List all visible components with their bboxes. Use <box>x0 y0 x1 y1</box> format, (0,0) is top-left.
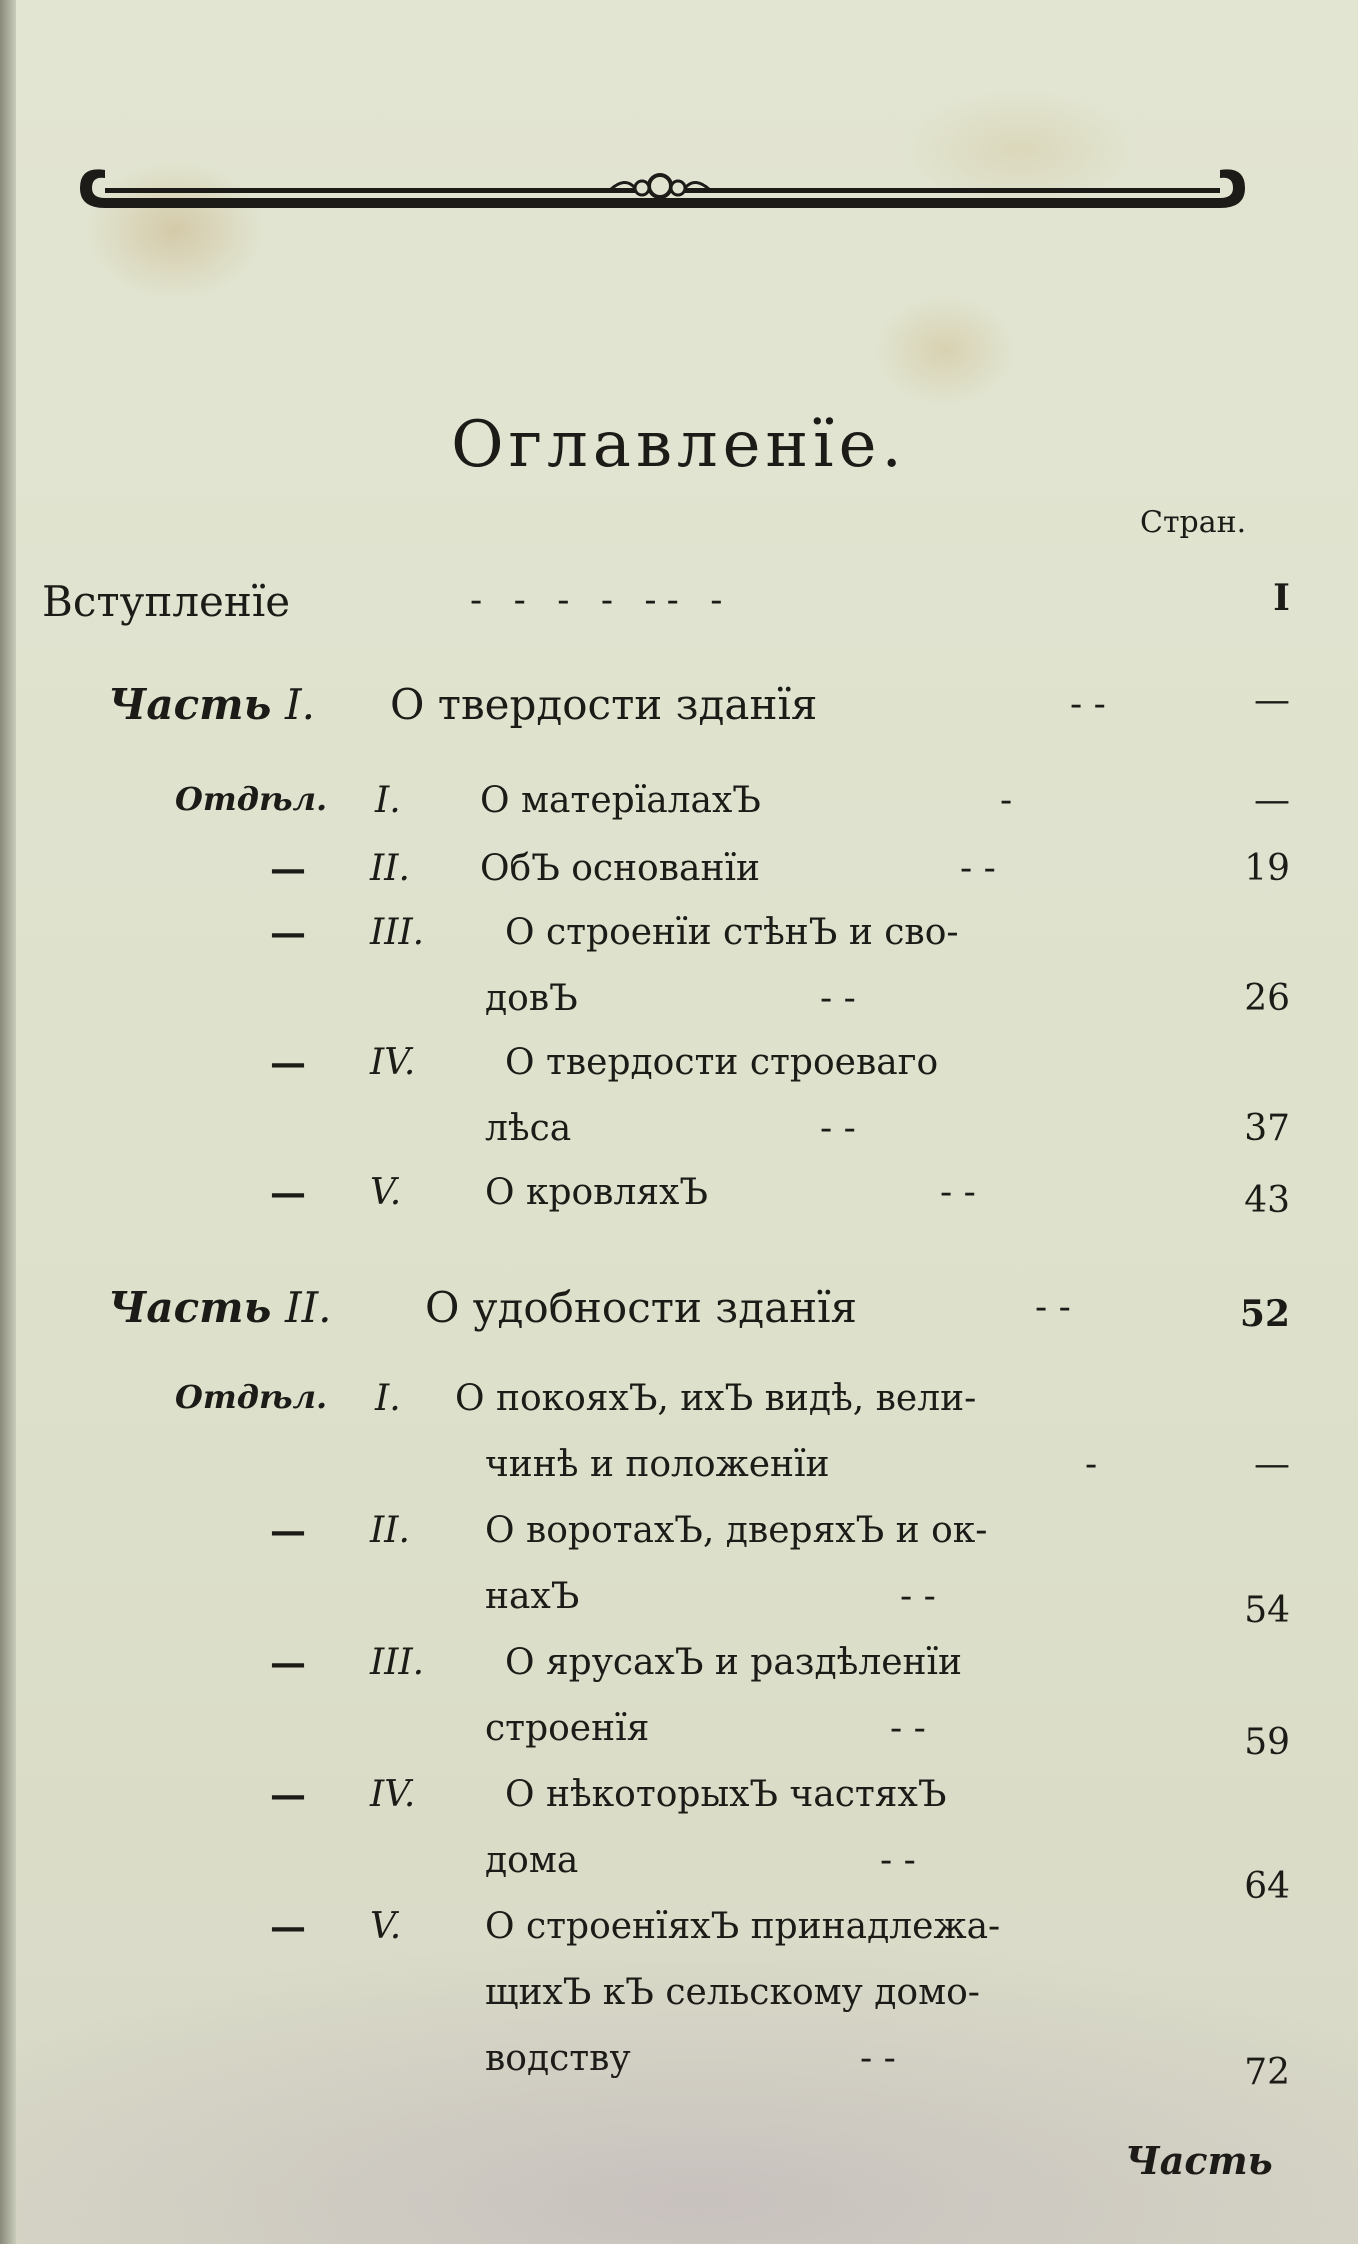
section-prefix: — <box>270 848 306 890</box>
section-numeral: V. <box>370 1906 402 1947</box>
section-title-line: О нѣкоторыхЪ частяхЪ <box>505 1774 947 1815</box>
section-numeral: IV. <box>370 1774 416 1815</box>
section-title-line: О ярусахЪ и раздѣленїи <box>505 1642 962 1683</box>
section-prefix: — <box>270 912 306 954</box>
section-title-line: щихЪ кЪ сельскому домо- <box>485 1972 980 2013</box>
section-numeral: I. <box>375 780 401 821</box>
section-title-line: довЪ <box>485 978 578 1019</box>
section-numeral: III. <box>370 912 425 953</box>
leader-dashes: - - <box>820 1108 856 1149</box>
part-label: Часть <box>108 1283 272 1332</box>
section-title-line: дома <box>485 1840 579 1881</box>
section-numeral: IV. <box>370 1042 416 1083</box>
leader-dashes: - - <box>820 978 856 1019</box>
section-title-line: ОбЪ основанїи <box>480 848 760 889</box>
section-prefix: — <box>270 1172 306 1214</box>
page-column-header: Стран. <box>1140 505 1247 540</box>
leader-dashes: - - <box>940 1172 976 1213</box>
decorative-rule-ornament <box>70 158 1255 218</box>
section-title-line: водству <box>485 2038 631 2079</box>
page-edge-shadow <box>0 0 16 2244</box>
page-number: 64 <box>1244 1866 1290 1907</box>
section-title-line: О матерїалахЪ <box>480 780 761 821</box>
leader-dashes: - - <box>880 1840 916 1881</box>
section-prefix: Отдѣл. <box>175 1378 328 1416</box>
section-numeral: V. <box>370 1172 402 1213</box>
section-prefix: — <box>270 1906 306 1948</box>
section-title-line: О строенїи стѣнЪ и сво- <box>505 912 959 953</box>
section-title-line: лѣса <box>485 1108 572 1149</box>
leader-dashes: - - <box>890 1708 926 1749</box>
page-number: I <box>1273 577 1290 619</box>
section-title-line: О кровляхЪ <box>485 1172 708 1213</box>
section-prefix: — <box>270 1642 306 1684</box>
page-number: 52 <box>1239 1293 1290 1335</box>
section-title-line: чинѣ и положенїи <box>485 1444 830 1485</box>
section-title-line: О строенїяхЪ принадлежа- <box>485 1906 1001 1947</box>
leader-dashes: - - - - -- - <box>470 580 733 621</box>
leader-dashes: - - <box>960 848 996 889</box>
part-title: О твердости зданїя <box>390 680 818 729</box>
page-number: 72 <box>1244 2052 1290 2093</box>
part-label: Часть <box>108 680 272 729</box>
section-prefix: Отдѣл. <box>175 780 328 818</box>
page-number: — <box>1254 680 1290 721</box>
page-number: 59 <box>1244 1722 1290 1763</box>
section-numeral: II. <box>370 1510 410 1551</box>
page-number: 19 <box>1244 848 1290 889</box>
leader-dashes: - - <box>860 2038 896 2079</box>
section-title-line: О воротахЪ, дверяхЪ и ок- <box>485 1510 988 1551</box>
catchword: Часть <box>1125 2138 1273 2183</box>
leader-dashes: - <box>1000 780 1013 821</box>
part-title: О удобности зданїя <box>425 1283 858 1332</box>
section-numeral: II. <box>370 848 410 889</box>
page-number: 43 <box>1244 1180 1290 1221</box>
section-prefix: — <box>270 1774 306 1816</box>
section-title-line: нахЪ <box>485 1576 580 1617</box>
leader-dashes: - - <box>1070 684 1106 725</box>
page-number: — <box>1254 1444 1290 1485</box>
toc-label: Вступленїе <box>42 577 291 626</box>
page-number: 37 <box>1244 1108 1290 1149</box>
section-title-line: О твердости строеваго <box>505 1042 939 1083</box>
page-title: Оглавленїе. <box>451 407 907 482</box>
leader-dashes: - - <box>1035 1287 1071 1328</box>
section-numeral: III. <box>370 1642 425 1683</box>
section-title-line: О покояхЪ, ихЪ видѣ, вели- <box>455 1378 977 1419</box>
leader-dashes: - <box>1085 1444 1098 1485</box>
section-prefix: — <box>270 1042 306 1084</box>
page-number: 26 <box>1244 978 1290 1019</box>
page-number: 54 <box>1244 1590 1290 1631</box>
part-numeral: II. <box>285 1283 332 1332</box>
section-numeral: I. <box>375 1378 401 1419</box>
part-numeral: I. <box>285 680 315 729</box>
section-prefix: — <box>270 1510 306 1552</box>
page-number: — <box>1254 780 1290 821</box>
section-title-line: строенїя <box>485 1708 650 1749</box>
leader-dashes: - - <box>900 1576 936 1617</box>
